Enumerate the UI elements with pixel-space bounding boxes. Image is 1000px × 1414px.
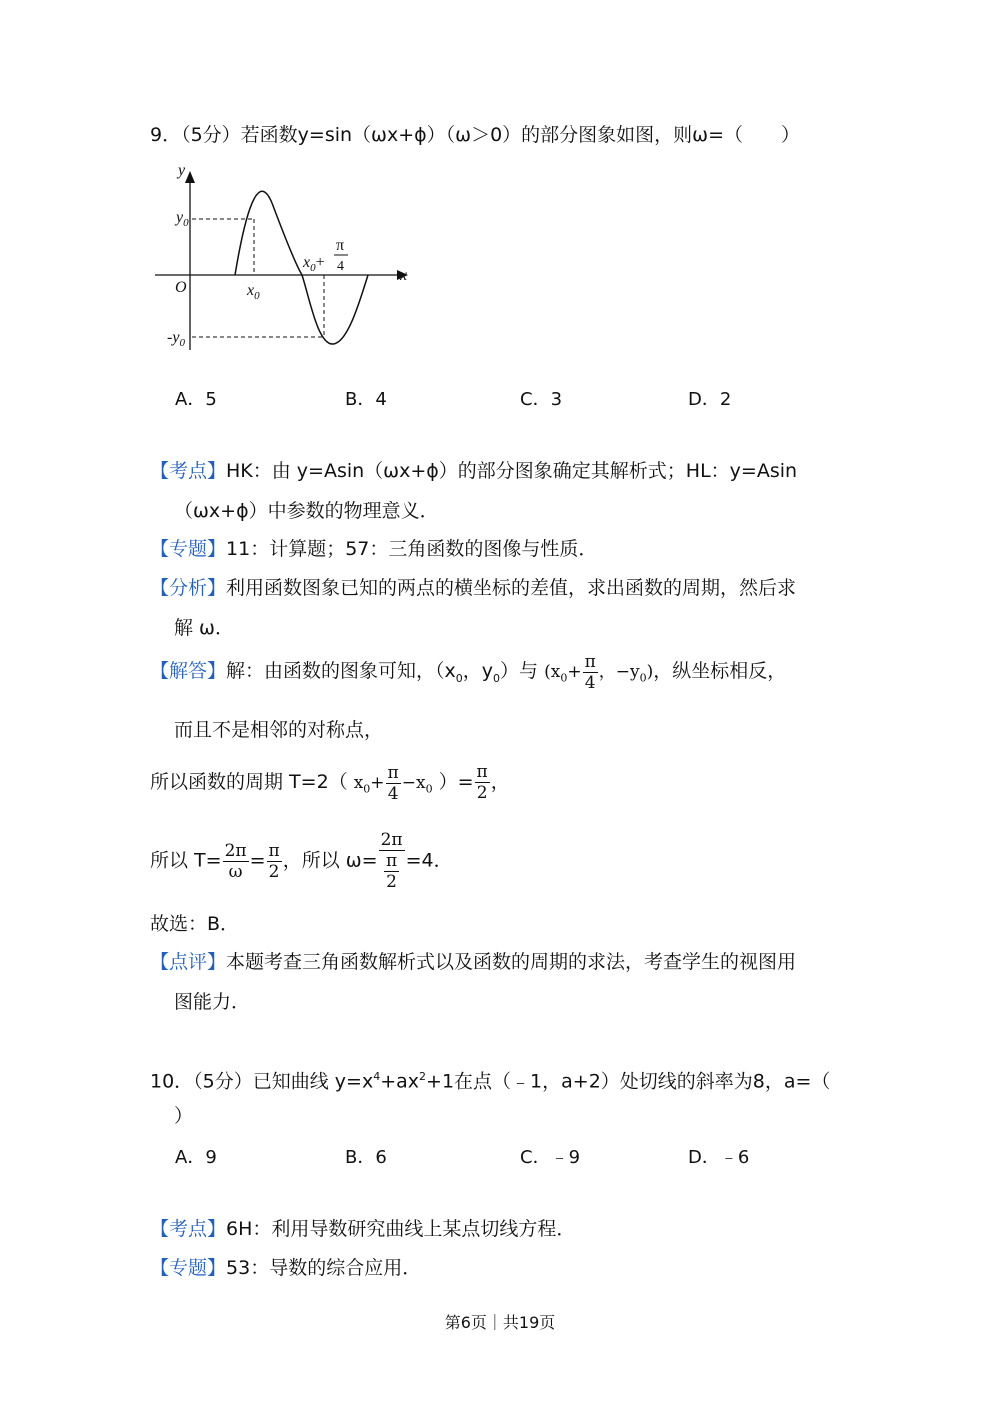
q9-option-d[interactable]: D．2 — [688, 389, 732, 410]
x0-label: $x_0$ — [247, 282, 260, 302]
zhuanti-tag: 【专题】 — [150, 1257, 227, 1279]
q10-option-d[interactable]: D．﹣6 — [688, 1147, 750, 1168]
neg-y0-label: $-y_0$ — [167, 329, 185, 349]
q10-stem-line2: ） — [174, 1105, 194, 1127]
x-axis-label: x — [400, 267, 408, 284]
q9-option-c[interactable]: C．3 — [520, 389, 563, 410]
q9-jieda: 【解答】解：由函数的图象可知，（$x_0$，$y_0$）与 ($x_0+$ $\frac{\pi}{4}$ ，$-y_0$)，纵坐标相反， — [150, 652, 787, 693]
page-footer: 第6页｜共19页 — [444, 1313, 556, 1332]
q9-option-b[interactable]: B．4 — [345, 389, 387, 410]
q9-omega-line: 所以 T= $\frac{2\pi}{\omega}$ = $\frac{\pi}{2}$ ，所以 ω= $\frac{2\pi}{\frac{\pi}{2}}$ =4． — [150, 830, 453, 892]
kaodian-tag: 【考点】 — [150, 460, 227, 482]
q9-answer: 故选：B． — [150, 913, 240, 935]
sine-curve — [235, 191, 368, 344]
point-expression: ($x_0+$ $\frac{\pi}{4}$ ，$-y_0$) — [544, 652, 654, 693]
q9-kaodian: 【考点】HK：由 y=Asin（ωx+ϕ）的部分图象确定其解析式；HL：y=Asin — [150, 460, 798, 482]
q9-kaodian-line2: （ωx+ϕ）中参数的物理意义． — [174, 500, 439, 522]
kaodian-tag: 【考点】 — [150, 1218, 227, 1240]
y-axis-arrow — [185, 171, 195, 183]
q9-fenxi: 【分析】利用函数图象已知的两点的横坐标的差值，求出函数的周期，然后求 — [150, 577, 797, 599]
q9-sine-graph — [150, 155, 430, 360]
q9-dianping: 【点评】本题考查三角函数解析式以及函数的周期的求法，考查学生的视图用 — [150, 951, 797, 973]
y0-label: $y_0$ — [176, 209, 189, 229]
q10-kaodian: 【考点】6H：利用导数研究曲线上某点切线方程． — [150, 1218, 576, 1240]
origin-label: O — [175, 279, 187, 296]
q9-jieda-line2: 而且不是相邻的对称点， — [174, 719, 384, 741]
four-label: 4 — [337, 259, 344, 274]
q9-zhuanti: 【专题】11：计算题；57：三角函数的图像与性质． — [150, 538, 598, 560]
q9-option-a[interactable]: A．5 — [175, 389, 217, 410]
jieda-tag: 【解答】 — [150, 660, 227, 682]
zhuanti-tag: 【专题】 — [150, 538, 227, 560]
x0-plus-label: $x_0+$ — [303, 254, 325, 274]
q9-dianping-line2: 图能力． — [174, 991, 251, 1013]
q10-option-a[interactable]: A．9 — [175, 1147, 217, 1168]
q10-zhuanti: 【专题】53：导数的综合应用． — [150, 1257, 422, 1279]
q10-option-c[interactable]: C．﹣9 — [520, 1147, 581, 1168]
y-axis-label: y — [178, 162, 186, 179]
q9-period-line: 所以函数的周期 T=2（ $x_0+$ $\frac{\pi}{4}$ $-x_0$ ）= $\frac{\pi}{2}$ ， — [150, 762, 510, 804]
q10-option-b[interactable]: B．6 — [345, 1147, 387, 1168]
q9-stem: 9．（5分）若函数y=sin（ωx+ϕ）（ω＞0）的部分图象如图，则ω=（ ） — [150, 124, 801, 146]
q10-stem: 10．（5分）已知曲线 $y=x^4+ax^2+1$在点（﹣1，a+2）处切线的斜率为8，a=（ — [150, 1070, 831, 1093]
pi-label: π — [336, 237, 345, 254]
dianping-tag: 【点评】 — [150, 951, 227, 973]
fenxi-tag: 【分析】 — [150, 577, 227, 599]
q9-fenxi-line2: 解 ω． — [174, 617, 234, 639]
